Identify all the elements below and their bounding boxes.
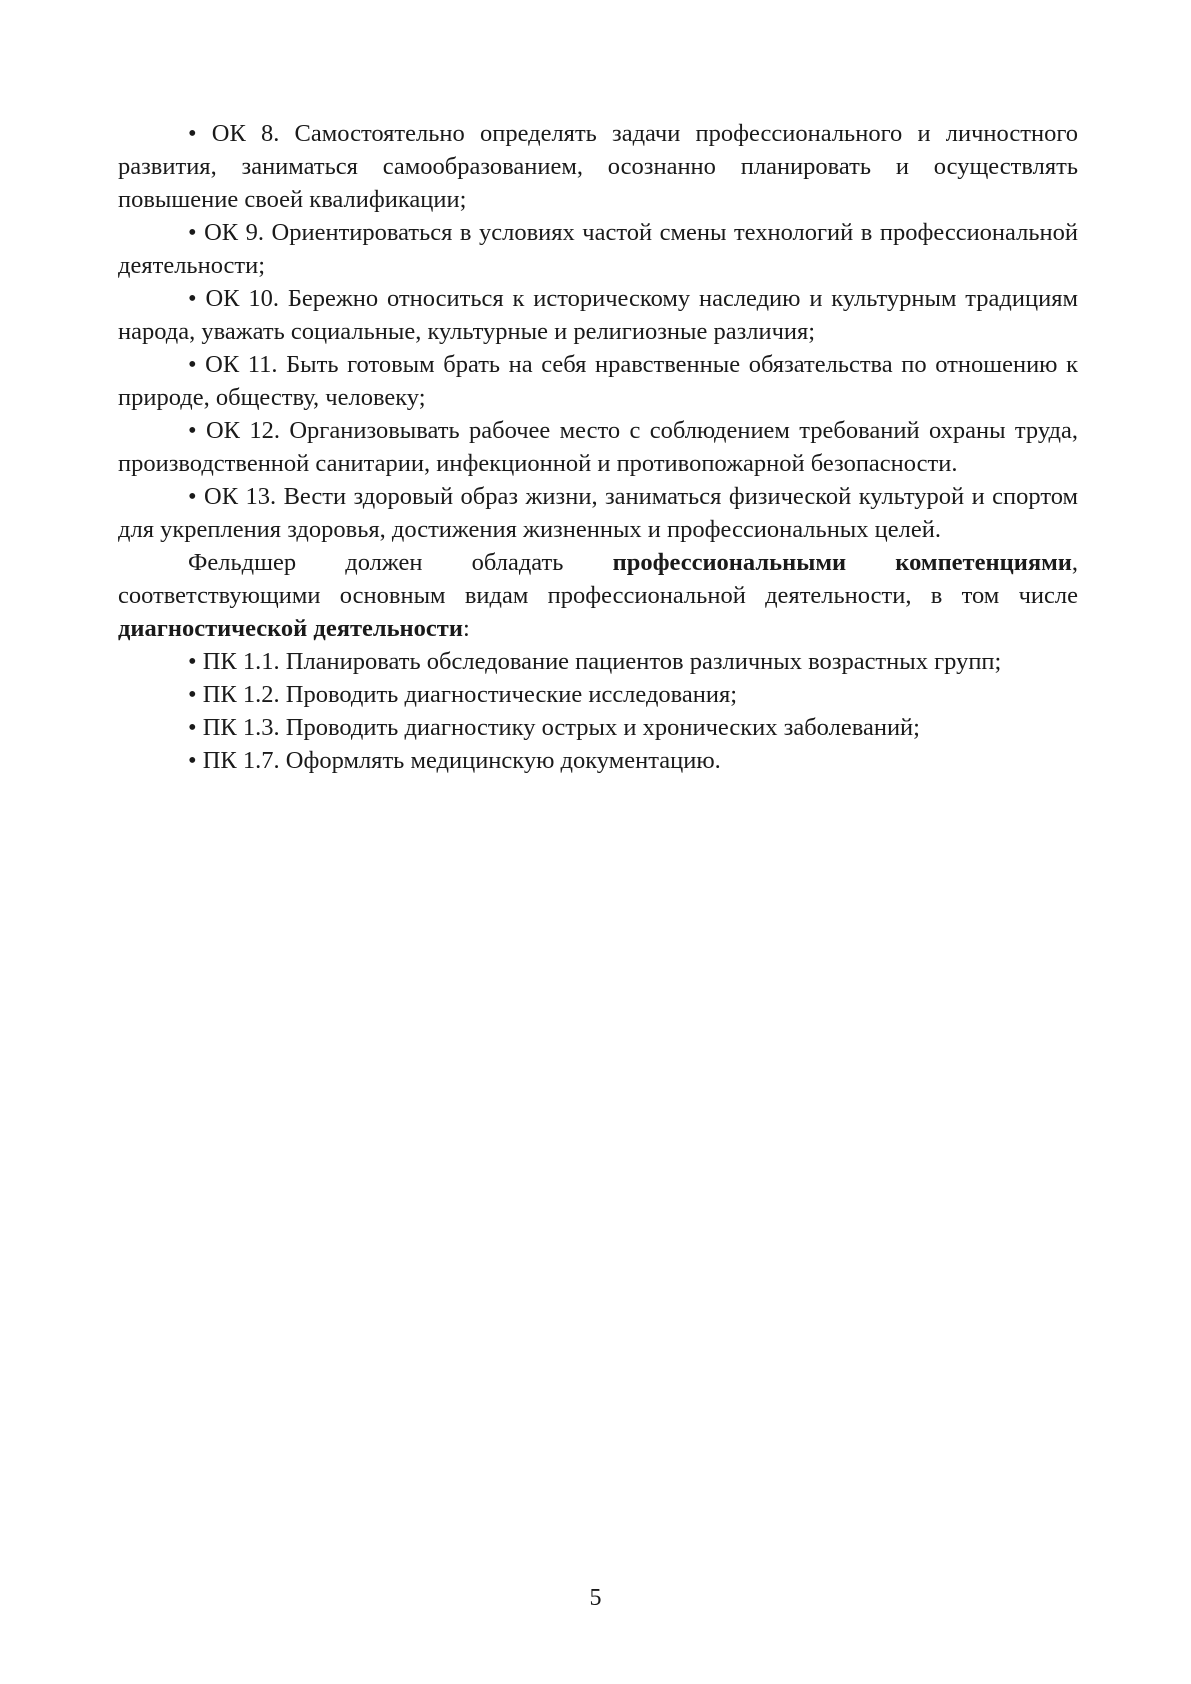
item-text: Организовывать рабочее место с соблюдением требований охраны труда, производственной санитарии, инфекционной и противопожарной безопасности. (118, 417, 1079, 477)
item-code: ОК 8. (211, 120, 280, 147)
list-item-ok10 (118, 282, 1078, 348)
item-text: Вести здоровый образ жизни, заниматься физической культурой и спортом для укрепления здоровья, достижения жизненных и профессиональных целей. (118, 483, 1078, 543)
bullet: • (188, 417, 197, 444)
item-code: ПК 1.7. (202, 747, 280, 774)
list-item-ok11 (118, 348, 1078, 414)
list-item-ok9 (118, 216, 1078, 282)
bullet: • (188, 483, 197, 510)
list-item-pk13 (118, 711, 1078, 744)
item-text: Ориентироваться в условиях частой смены технологий в профессиональной деятельности; (118, 219, 1078, 279)
item-code: ОК 12. (205, 417, 280, 444)
list-item-ok12 (118, 414, 1078, 480)
bullet: • (188, 285, 197, 312)
list-item-ok13 (118, 480, 1078, 546)
item-code: ПК 1.1. (202, 648, 280, 675)
item-text: Бережно относиться к историческому наследию и культурным традициям народа, уважать социальные, культурные и религиозные различия; (118, 285, 1079, 345)
intro-bold-1: профессиональными компетенциями (612, 549, 1072, 576)
item-code: ПК 1.3. (202, 714, 280, 741)
item-text: Самостоятельно определять задачи профессионального и личностного развития, заниматься самообразованием, осознанно планировать и осуществлять повышение своей квалификации; (118, 120, 1079, 213)
item-text: Проводить диагностику острых и хронических заболеваний; (285, 714, 920, 741)
item-code: ОК 13. (204, 483, 277, 510)
bullet: • (188, 747, 197, 774)
bullet: • (188, 648, 197, 675)
intro-text-2: , соответствующими основным видам профессиональной деятельности, в том числе (118, 549, 1078, 609)
bullet: • (188, 714, 197, 741)
item-code: ОК 9. (204, 219, 265, 246)
bullet: • (188, 681, 197, 708)
intro-text-1: Фельдшер должен обладать (188, 549, 613, 576)
bullet: • (188, 351, 197, 378)
list-item-pk11 (118, 645, 1078, 678)
page-number: 5 (589, 1585, 602, 1611)
item-code: ПК 1.2. (202, 681, 280, 708)
bullet: • (188, 120, 197, 147)
bullet: • (188, 219, 197, 246)
list-item-ok8 (118, 117, 1078, 216)
page-body (118, 117, 1078, 777)
item-text: Проводить диагностические исследования; (285, 681, 738, 708)
item-code: ОК 11. (205, 351, 278, 378)
intro-text-3: : (462, 615, 470, 642)
item-text: Быть готовым брать на себя нравственные обязательства по отношению к природе, обществу, человеку; (118, 351, 1078, 411)
intro-bold-2: диагностической деятельности (118, 615, 463, 642)
list-item-pk12 (118, 678, 1078, 711)
intro-paragraph (118, 546, 1078, 645)
item-text: Оформлять медицинскую документацию. (285, 747, 721, 774)
item-text: Планировать обследование пациентов различных возрастных групп; (285, 648, 1002, 675)
list-item-pk17 (118, 744, 1078, 777)
item-code: ОК 10. (205, 285, 279, 312)
